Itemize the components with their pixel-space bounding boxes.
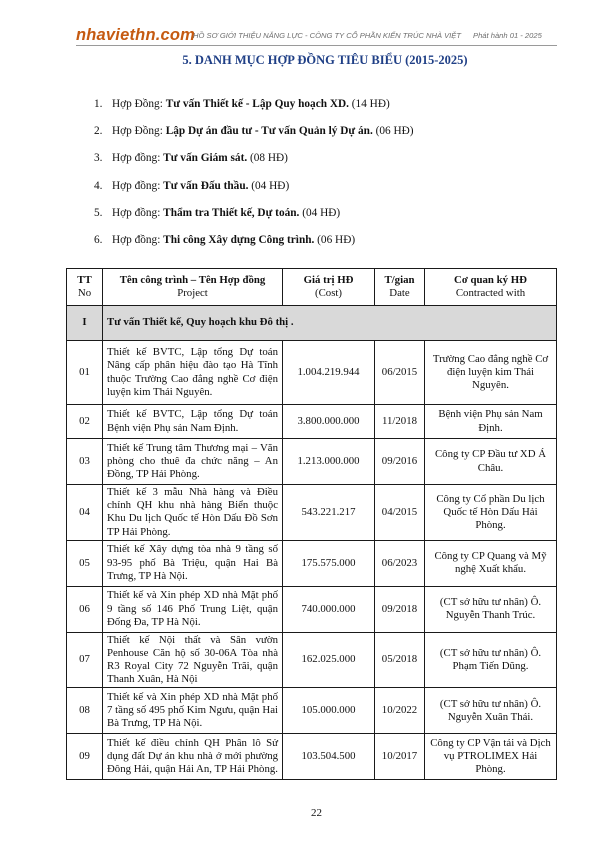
contracting-agency: (CT sở hữu tư nhân) Ô. Nguyễn Thanh Trúc.: [425, 586, 557, 632]
contract-name: Lập Dự án đầu tư - Tư vấn Quản lý Dự án.: [165, 125, 373, 138]
contract-date: 11/2018: [375, 405, 425, 439]
project-name: Thiết kế điều chỉnh QH Phân lô Sử dụng đất Dự án khu nhà ở mới phường Đông Hải, quận Hải An, TP Hải Phòng.: [103, 734, 283, 780]
table-row: [67, 341, 557, 405]
contract-date: 05/2018: [375, 632, 425, 688]
contract-value: 1.213.000.000: [283, 439, 375, 485]
row-number: 03: [67, 439, 103, 485]
contract-summary-item: [94, 180, 414, 207]
section-label: Tư vấn Thiết kế, Quy hoạch khu Đô thị .: [103, 306, 557, 341]
project-name: Thiết kế 3 mẫu Nhà hàng và Điều chỉnh QH khu nhà hàng Biển thuộc Khu Du lịch Quốc tế Hòn Dấu Đồ Sơn TP Hải Phòng.: [103, 485, 283, 541]
contracting-agency: Công ty CP Đầu tư XD Á Châu.: [425, 439, 557, 485]
col-header-project: Tên công trình – Tên Hợp đồng Project: [103, 269, 283, 306]
contract-date: 10/2017: [375, 734, 425, 780]
row-number: 07: [67, 632, 103, 688]
table-row: [67, 405, 557, 439]
contract-num: 5.: [94, 206, 103, 219]
contract-prefix: Hợp đồng:: [112, 206, 161, 219]
row-number: 05: [67, 540, 103, 586]
contracting-agency: (CT sở hữu tư nhân) Ô. Phạm Tiến Dũng.: [425, 632, 557, 688]
section-title: 5. DANH MỤC HỢP ĐỒNG TIÊU BIỂU (2015-2025): [182, 53, 468, 67]
row-number: 01: [67, 341, 103, 405]
contract-value: 543.221.217: [283, 485, 375, 541]
contract-value: 1.004.219.944: [283, 341, 375, 405]
table-section-row: [67, 306, 557, 341]
contract-summary-item: [94, 152, 414, 179]
row-number: 04: [67, 485, 103, 541]
contract-date: 09/2016: [375, 439, 425, 485]
contract-count: (06 HĐ): [375, 125, 414, 138]
page-header: [0, 0, 600, 48]
contract-num: 1.: [94, 98, 103, 110]
contract-date: 06/2015: [375, 341, 425, 405]
contract-prefix: Hợp đồng:: [112, 233, 161, 246]
table-row: [67, 485, 557, 541]
contract-name: Thi công Xây dựng Công trình.: [163, 233, 315, 246]
contract-value: 740.000.000: [283, 586, 375, 632]
contract-date: 10/2022: [375, 688, 425, 734]
contract-prefix: Hợp Đồng:: [112, 98, 163, 110]
contract-count: (04 HĐ): [251, 179, 290, 192]
row-number: 02: [67, 405, 103, 439]
contract-value: 3.800.000.000: [283, 405, 375, 439]
contracting-agency: Bệnh viện Phụ sản Nam Định.: [425, 405, 557, 439]
project-name: Thiết kế Nội thất và Sân vườn Penhouse Căn hộ số 30-06A Tòa nhà R3 Royal City 72 Nguyễn Trãi, quận Thanh Xuân, Hà Nội: [103, 632, 283, 688]
contract-count: (04 HĐ): [302, 206, 341, 219]
table-row: [67, 632, 557, 688]
col-header-tt: TT No: [67, 269, 103, 306]
contract-summary-item: [94, 234, 414, 261]
contracting-agency: Công ty CP Vận tải và Dịch vụ PTROLIMEX Hải Phòng.: [425, 734, 557, 780]
contract-prefix: Hợp đồng:: [112, 179, 161, 192]
contract-count: (08 HĐ): [249, 152, 288, 165]
table-row: [67, 688, 557, 734]
contract-value: 162.025.000: [283, 632, 375, 688]
table-row: [67, 439, 557, 485]
contract-name: Tư vấn Giám sát.: [163, 152, 248, 165]
contract-prefix: Hợp đồng:: [112, 152, 161, 165]
contract-date: 04/2015: [375, 485, 425, 541]
contract-summary-item: [94, 98, 414, 125]
contract-num: 4.: [94, 179, 103, 192]
brand-logo[interactable]: nhaviethn.com: [76, 26, 196, 44]
contracting-agency: Trường Cao đẳng nghề Cơ điện luyện kim Thái Nguyên.: [425, 341, 557, 405]
contracting-agency: Công ty CP Quang và Mỹ nghệ Xuất khẩu.: [425, 540, 557, 586]
col-header-agency: Cơ quan ký HĐ Contracted with: [425, 269, 557, 306]
project-name: Thiết kế BVTC, Lập tổng Dự toán Bệnh viện Phụ sản Nam Định.: [103, 405, 283, 439]
table-row: [67, 734, 557, 780]
header-divider: [76, 45, 557, 46]
header-subtitle: HỒ SƠ GIỚI THIỆU NĂNG LỰC - CÔNG TY CỔ PHẦN KIẾN TRÚC NHÀ VIỆT: [193, 31, 461, 40]
contract-summary-item: [94, 125, 414, 152]
contract-name: Thẩm tra Thiết kế, Dự toán.: [163, 206, 300, 219]
contract-prefix: Hợp Đồng:: [112, 125, 163, 138]
col-header-value: Giá trị HĐ (Cost): [283, 269, 375, 306]
contract-name: Tư vấn Thiết kế - Lập Quy hoạch XD.: [165, 98, 349, 110]
table-row: [67, 540, 557, 586]
contracting-agency: (CT sở hữu tư nhân) Ô. Nguyễn Xuân Thái.: [425, 688, 557, 734]
contract-date: 09/2018: [375, 586, 425, 632]
issue-label: Phát hành 01 - 2025: [473, 31, 542, 40]
contract-value: 105.000.000: [283, 688, 375, 734]
row-number: 09: [67, 734, 103, 780]
contract-name: Tư vấn Đấu thầu.: [163, 179, 249, 192]
contract-value: 103.504.500: [283, 734, 375, 780]
contract-num: 6.: [94, 233, 103, 246]
contract-date: 06/2023: [375, 540, 425, 586]
project-name: Thiết kế Trung tâm Thương mại – Văn phòng cho thuê đa chức năng – An Đồng, TP Hải Phòng.: [103, 439, 283, 485]
row-number: 08: [67, 688, 103, 734]
col-header-date: T/gian Date: [375, 269, 425, 306]
contract-count: (06 HĐ): [317, 233, 356, 246]
section-number: I: [67, 306, 103, 341]
contract-value: 175.575.000: [283, 540, 375, 586]
contract-count: (14 HĐ): [351, 98, 390, 110]
contract-num: 3.: [94, 152, 103, 165]
contract-summary-item: [94, 207, 414, 234]
contracts-table: [66, 268, 557, 780]
page-number: 22: [311, 807, 322, 819]
project-name: Thiết kế Xây dựng tòa nhà 9 tầng số 93-95 phố Bà Triệu, quận Hai Bà Trưng, TP Hà Nội.: [103, 540, 283, 586]
table-header-row: [67, 269, 557, 306]
row-number: 06: [67, 586, 103, 632]
table-row: [67, 586, 557, 632]
contracting-agency: Công ty Cổ phần Du lịch Quốc tế Hòn Dấu Hải Phòng.: [425, 485, 557, 541]
contract-summary-list: [94, 98, 414, 261]
project-name: Thiết kế BVTC, Lập tổng Dự toán Nâng cấp phân hiệu đào tạo Hà Tĩnh thuộc Trường Cao đẳng nghề Cơ điện luyện kim Thái Nguyên.: [103, 341, 283, 405]
project-name: Thiết kế và Xin phép XD nhà Mặt phố 9 tầng số 146 Phố Trung Liệt, quận Đống Đa, TP Hà Nội.: [103, 586, 283, 632]
project-name: Thiết kế và Xin phép XD nhà Mặt phố 7 tầng số 495 phố Kim Ngưu, quận Hai Bà Trưng, TP Hà Nội.: [103, 688, 283, 734]
contract-num: 2.: [94, 125, 103, 138]
